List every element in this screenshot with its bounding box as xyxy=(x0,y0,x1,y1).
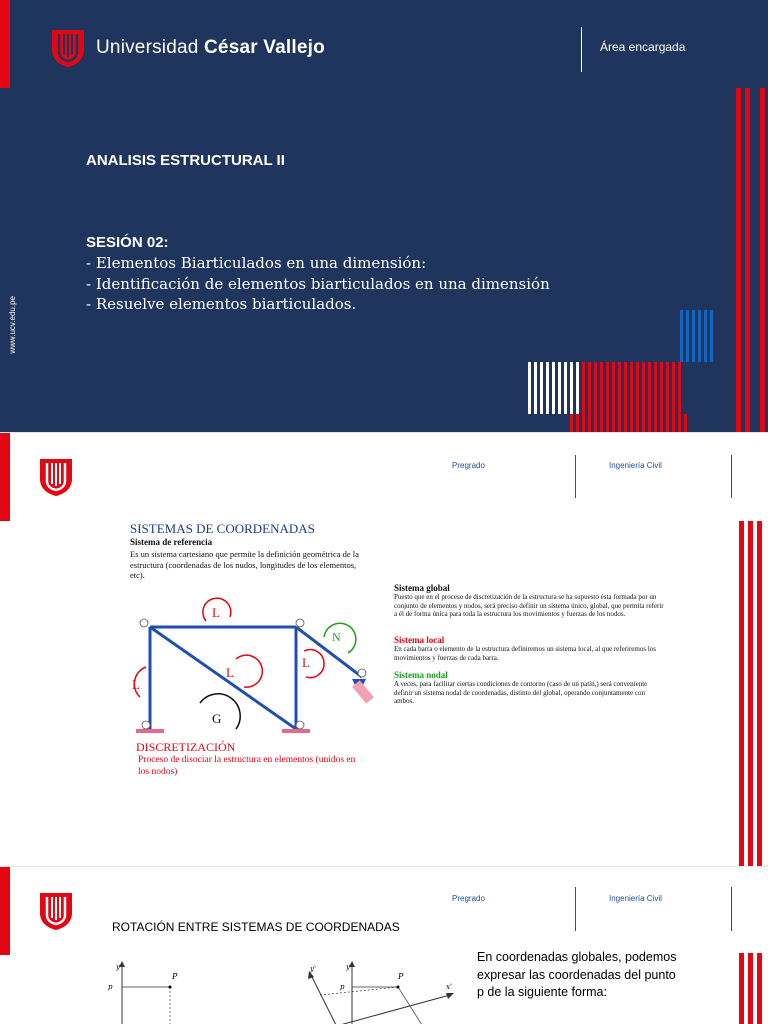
decorative-stripe xyxy=(600,414,603,432)
decorative-stripe xyxy=(654,362,657,414)
decorative-stripe xyxy=(710,310,713,362)
ucv-shield-icon xyxy=(38,891,74,931)
decorative-stripe xyxy=(630,414,633,432)
red-edge-accent xyxy=(0,433,10,521)
decorative-stripe xyxy=(760,88,765,432)
y-prime-axis-label: y' xyxy=(310,965,316,973)
ucv-shield-icon xyxy=(38,457,74,497)
session-title: SESIÓN 02: xyxy=(86,234,169,251)
py-label: p xyxy=(340,983,345,991)
coordinate-systems-figure xyxy=(126,517,666,787)
local-system-text: En cada barra o elemento de la estructura definiremos un sistema local, al que referiremos los movimientos y fuerzas de cada barra. xyxy=(394,645,657,662)
decorative-stripe xyxy=(534,362,537,414)
decorative-stripe xyxy=(745,88,750,432)
nodal-system-title: Sistema nodal xyxy=(394,670,448,680)
decorative-stripe xyxy=(600,362,603,414)
ucv-shield-icon xyxy=(50,28,86,68)
header-divider xyxy=(575,887,576,931)
coordinate-systems-slide xyxy=(0,432,768,866)
explanation-paragraph: En coordenadas globales, podemos expresar las coordenadas del punto p de la siguiente forma: xyxy=(477,950,677,999)
local-label: L xyxy=(302,655,310,670)
decorative-stripe xyxy=(648,362,651,414)
local-system-title: Sistema local xyxy=(394,635,445,645)
decorative-stripe xyxy=(582,414,585,432)
decorative-stripe xyxy=(612,414,615,432)
decorative-stripe xyxy=(672,414,675,432)
y-axis-label: y xyxy=(116,963,120,971)
decorative-stripe xyxy=(624,414,627,432)
header-divider xyxy=(575,455,576,498)
global-system-title: Sistema global xyxy=(394,583,450,593)
decorative-stripe xyxy=(624,362,627,414)
decorative-stripe xyxy=(582,362,585,414)
title-slide xyxy=(0,0,768,432)
decorative-stripe xyxy=(684,414,687,432)
decorative-stripe xyxy=(692,310,695,362)
global-coordinates-diagram xyxy=(100,959,220,1024)
decorative-stripe xyxy=(540,362,543,414)
decorative-stripe xyxy=(704,310,707,362)
university-name: Universidad César Vallejo xyxy=(96,37,325,58)
support-left xyxy=(136,729,164,733)
session-item: - Elementos Biarticulados en una dimensión: xyxy=(86,254,427,272)
decorative-stripe xyxy=(528,362,531,414)
decorative-stripe xyxy=(618,362,621,414)
session-item: - Identificación de elementos biarticulados en una dimensión xyxy=(86,274,550,293)
nodal-system-text: A veces, para facilitar ciertas condiciones de contorno (caso de un patín,) será conveniente definir un sistema nodal de coordenadas, distinto del global, operando conjuntamente con ambos. xyxy=(394,680,648,706)
point-label: P xyxy=(172,972,178,981)
decorative-stripe xyxy=(739,521,744,866)
decorative-stripe xyxy=(678,414,681,432)
career-label: Ingeniería Civil xyxy=(609,894,662,903)
point-label: P xyxy=(398,972,404,981)
decorative-stripe xyxy=(642,362,645,414)
frame-structure-diagram xyxy=(126,597,386,742)
level-label: Pregrado xyxy=(452,461,485,470)
py-label: p xyxy=(108,983,113,991)
area-label: Área encargada xyxy=(600,40,686,54)
session-item: - Resuelve elementos biarticulados. xyxy=(86,295,357,313)
session-block xyxy=(86,234,550,315)
level-label: Pregrado xyxy=(452,894,485,903)
university-logo xyxy=(50,28,325,68)
header-divider xyxy=(581,27,582,72)
decorative-stripe xyxy=(594,414,597,432)
decorative-stripe xyxy=(757,953,762,1024)
decorative-stripe xyxy=(630,362,633,414)
career-label: Ingeniería Civil xyxy=(609,461,662,470)
decorative-stripe xyxy=(576,414,579,432)
decorative-stripe xyxy=(642,414,645,432)
decorative-stripe xyxy=(736,88,741,432)
decorative-stripe xyxy=(576,362,579,414)
figure-description: Es un sistema cartesiano que permite la definición geométrica de la estructura (coordenadas de los nudos, longitudes de los elementos, etc). xyxy=(130,549,359,580)
website-label: www.ucv.edu.pe xyxy=(8,296,17,354)
nodal-label: N xyxy=(332,630,341,644)
decorative-stripe xyxy=(570,414,573,432)
decorative-stripe xyxy=(748,521,753,866)
decorative-stripe xyxy=(564,362,567,414)
decorative-stripe xyxy=(660,362,663,414)
decorative-stripe xyxy=(680,310,683,362)
global-label: G xyxy=(212,711,222,726)
global-system-text: Puesto que en el proceso de discretización de la estructura se ha supuesto ésta formada por un conjunto de elementos y nodos, será preciso definir un sistema único, global, que permita referir a él de forma única para toda la estructura los movimientos y fuerzas de los nodos. xyxy=(394,593,664,619)
decorative-stripe xyxy=(606,414,609,432)
rotated-coordinates-diagram xyxy=(300,959,470,1024)
y-axis-label: y xyxy=(346,963,350,971)
decorative-stripe xyxy=(672,362,675,414)
decorative-stripe xyxy=(588,414,591,432)
decorative-stripe xyxy=(552,362,555,414)
decorative-stripe xyxy=(636,362,639,414)
decorative-stripe xyxy=(570,362,573,414)
decorative-stripe xyxy=(648,414,651,432)
nodal-system-block xyxy=(394,670,666,706)
decorative-stripe xyxy=(686,310,689,362)
decorative-stripe xyxy=(558,362,561,414)
local-system-block xyxy=(394,635,666,662)
decorative-stripe xyxy=(748,953,753,1024)
local-label: L xyxy=(212,605,220,620)
local-label: L xyxy=(226,665,234,680)
decorative-stripe xyxy=(678,362,681,414)
decorative-stripe xyxy=(757,521,762,866)
header-divider xyxy=(731,887,732,931)
decorative-stripe xyxy=(588,362,591,414)
red-edge-accent xyxy=(0,0,10,88)
decorative-stripe xyxy=(666,362,669,414)
global-system-block xyxy=(394,583,666,619)
decorative-stripe xyxy=(594,362,597,414)
decorative-stripe xyxy=(654,414,657,432)
discretization-text: Proceso de disociar la estructura en elementos (unidos en los nodos) xyxy=(138,755,356,777)
slide-title: ROTACIÓN ENTRE SISTEMAS DE COORDENADAS xyxy=(112,920,400,934)
decorative-stripe xyxy=(739,953,744,1024)
x-prime-axis-label: x' xyxy=(446,983,452,991)
decorative-stripe xyxy=(618,414,621,432)
rotation-slide xyxy=(0,866,768,1024)
decorative-stripe xyxy=(698,310,701,362)
figure-title: SISTEMAS DE COORDENADAS xyxy=(130,521,315,536)
decorative-stripe xyxy=(606,362,609,414)
course-title: ANALISIS ESTRUCTURAL II xyxy=(86,152,285,169)
figure-subtitle: Sistema de referencia xyxy=(130,537,213,547)
header-divider xyxy=(731,455,732,498)
decorative-stripe xyxy=(546,362,549,414)
decorative-stripe xyxy=(666,414,669,432)
local-label: L xyxy=(132,677,140,692)
decorative-stripe xyxy=(660,414,663,432)
decorative-stripe xyxy=(612,362,615,414)
red-edge-accent xyxy=(0,867,10,955)
support-right xyxy=(282,729,310,733)
discretization-title: DISCRETIZACIÓN xyxy=(136,740,236,754)
decorative-stripe xyxy=(636,414,639,432)
